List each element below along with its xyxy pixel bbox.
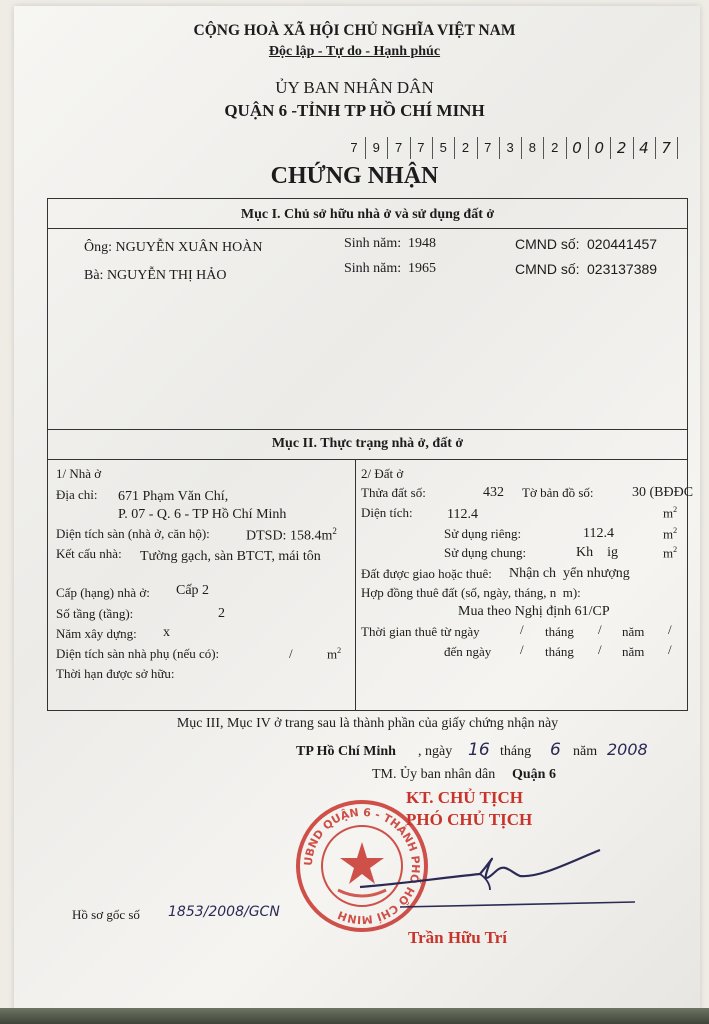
- serial-digit: 3: [499, 137, 522, 159]
- lease-from-year-label: năm: [622, 624, 645, 639]
- year-built-label: Năm xây dựng:: [56, 626, 137, 641]
- private-use-label: Sử dụng riêng:: [444, 526, 522, 541]
- lease-from-label: Thời gian thuê từ ngày: [361, 624, 480, 639]
- lease-to-month-label: tháng: [545, 644, 574, 659]
- file-number-label: Hồ sơ gốc số: [72, 907, 140, 922]
- parcel-value: 432: [483, 485, 504, 500]
- svg-text:UBND QUẬN 6 - THÀNH PHỐ HỒ CHÍ: UBND QUẬN 6 - THÀNH PHỐ HỒ CHÍ MINH: [301, 805, 423, 927]
- shared-use-label: Sử dụng chung:: [444, 545, 527, 560]
- serial-digit: 9: [365, 137, 388, 159]
- floors-label: Số tầng (tầng):: [56, 606, 134, 621]
- owner1-birth-label: Sinh năm:: [344, 236, 402, 251]
- floors-value: 2: [218, 606, 225, 621]
- serial-digit: 0: [588, 137, 611, 159]
- serial-digit: 7: [477, 137, 500, 159]
- ownership-term-label: Thời hạn được sở hữu:: [56, 666, 175, 681]
- parcel-label: Thửa đất số:: [361, 485, 426, 500]
- lease-contract-value: Mua theo Nghị định 61/CP: [458, 604, 610, 619]
- owner1-id: 020441457: [587, 236, 658, 252]
- owner2-name: Bà: NGUYỄN THỊ HẢO: [84, 268, 227, 283]
- signing-month: 6: [550, 740, 561, 760]
- land-area-label: Diện tích:: [361, 505, 413, 520]
- owner2-id-label: CMND số:: [515, 261, 580, 277]
- grade-value: Cấp 2: [176, 583, 210, 598]
- serial-digit: 7: [655, 137, 678, 159]
- owner2-birth: 1965: [408, 261, 436, 276]
- aux-area-label: Diện tích sàn nhà phụ (nếu có):: [56, 646, 220, 661]
- signature-icon: [340, 832, 640, 922]
- land-area-unit: $m^2$: [663, 505, 678, 521]
- owner1-id-label: CMND số:: [515, 236, 580, 252]
- authority-name: ỦY BAN NHÂN DÂN: [275, 78, 434, 97]
- land-area-value: 112.4: [447, 507, 478, 522]
- grade-label: Cấp (hạng) nhà ở:: [56, 585, 150, 600]
- signing-year: 2008: [607, 740, 648, 759]
- shared-use-value: Kh ig: [576, 545, 618, 560]
- lease-to-slash2: /: [598, 642, 602, 657]
- file-number: 1853/2008/GCN: [168, 904, 280, 920]
- signer-name: Trần Hữu Trí: [408, 928, 507, 947]
- serial-digit: 4: [633, 137, 656, 159]
- shared-use-unit: $m^2$: [663, 545, 678, 561]
- allocation-label: Đất được giao hoặc thuê:: [361, 566, 492, 581]
- page-bottom-edge: [0, 1008, 709, 1024]
- structure-label: Kết cấu nhà:: [56, 546, 122, 561]
- aux-area-slash: /: [289, 646, 293, 661]
- signing-month-label: tháng: [500, 744, 532, 759]
- address-line2: P. 07 - Q. 6 - TP Hồ Chí Minh: [118, 507, 287, 522]
- lease-from-slash3: /: [668, 622, 672, 637]
- private-use-value: 112.4: [583, 526, 614, 541]
- footer-note: Mục III, Mục IV ở trang sau là thành phần của giấy chứng nhận này: [176, 716, 559, 731]
- private-use-unit: $m^2$: [663, 526, 678, 542]
- divider: [47, 429, 688, 430]
- on-behalf-district: Quận 6: [512, 767, 556, 782]
- lease-to-label: đến ngày: [444, 644, 492, 659]
- year-built-value: x: [163, 625, 170, 640]
- lease-to-slash1: /: [520, 642, 524, 657]
- map-sheet-label: Tờ bản đồ số:: [522, 485, 594, 500]
- certificate-title: CHỨNG NHẬN: [270, 163, 439, 189]
- structure-value: Tường gạch, sàn BTCT, mái tôn: [140, 549, 321, 564]
- column-divider: [355, 459, 356, 711]
- section2-heading: Mục II. Thực trạng nhà ở, đất ở: [271, 436, 464, 451]
- serial-digit: 2: [455, 137, 478, 159]
- lease-contract-label: Hợp đồng thuê đất (số, ngày, tháng, n m):: [361, 585, 581, 600]
- serial-digit: 7: [343, 137, 366, 159]
- position-vice: KT. CHỦ TỊCH: [406, 788, 523, 807]
- signing-day: 16: [468, 740, 490, 760]
- national-motto: Độc lập - Tự do - Hạnh phúc: [268, 44, 441, 59]
- address-line1: 671 Phạm Văn Chí,: [118, 489, 229, 504]
- divider: [47, 459, 688, 460]
- position-chairman: PHÓ CHỦ TỊCH: [406, 810, 533, 829]
- signing-place: TP Hồ Chí Minh: [296, 744, 396, 759]
- owner1-name: Ông: NGUYỄN XUÂN HOÀN: [84, 240, 263, 255]
- signing-year-label: năm: [573, 744, 598, 759]
- floor-area-value: DTSD: $158.4m^2$: [246, 526, 337, 544]
- lease-from-slash1: /: [520, 622, 524, 637]
- owner1-birth: 1948: [408, 236, 436, 251]
- serial-digit: 0: [566, 137, 589, 159]
- serial-digit: 5: [432, 137, 455, 159]
- floor-area-label: Diện tích sàn (nhà ở, căn hộ):: [56, 526, 210, 541]
- aux-area-unit: $m^2$: [327, 646, 342, 662]
- serial-digit: 7: [388, 137, 411, 159]
- on-behalf-label: TM. Ủy ban nhân dân: [372, 767, 496, 782]
- signing-day-label: , ngày: [418, 744, 453, 759]
- lease-to-slash3: /: [668, 642, 672, 657]
- serial-digit: 8: [521, 137, 544, 159]
- section1-heading: Mục I. Chủ sở hữu nhà ở và sử dụng đất ở: [240, 207, 495, 222]
- address-label: Địa chỉ:: [56, 487, 98, 502]
- owner2-id: 023137389: [587, 261, 658, 277]
- district-name: QUẬN 6 -TỈNH TP HỒ CHÍ MINH: [224, 101, 485, 120]
- land-title: 2/ Đất ở: [361, 466, 404, 481]
- serial-digit: 7: [410, 137, 433, 159]
- lease-to-year-label: năm: [622, 644, 645, 659]
- serial-digit: 2: [544, 137, 567, 159]
- map-sheet-value: 30 (BĐĐC: [632, 485, 694, 500]
- house-title: 1/ Nhà ở: [56, 466, 102, 481]
- serial-digit: 2: [611, 137, 634, 159]
- lease-from-slash2: /: [598, 622, 602, 637]
- owner2-birth-label: Sinh năm:: [344, 261, 402, 276]
- divider: [47, 228, 688, 229]
- lease-from-month-label: tháng: [545, 624, 574, 639]
- country-name: CỘNG HOÀ XÃ HỘI CHỦ NGHĨA VIỆT NAM: [193, 22, 516, 39]
- allocation-value: Nhận ch yển nhượng: [509, 566, 630, 581]
